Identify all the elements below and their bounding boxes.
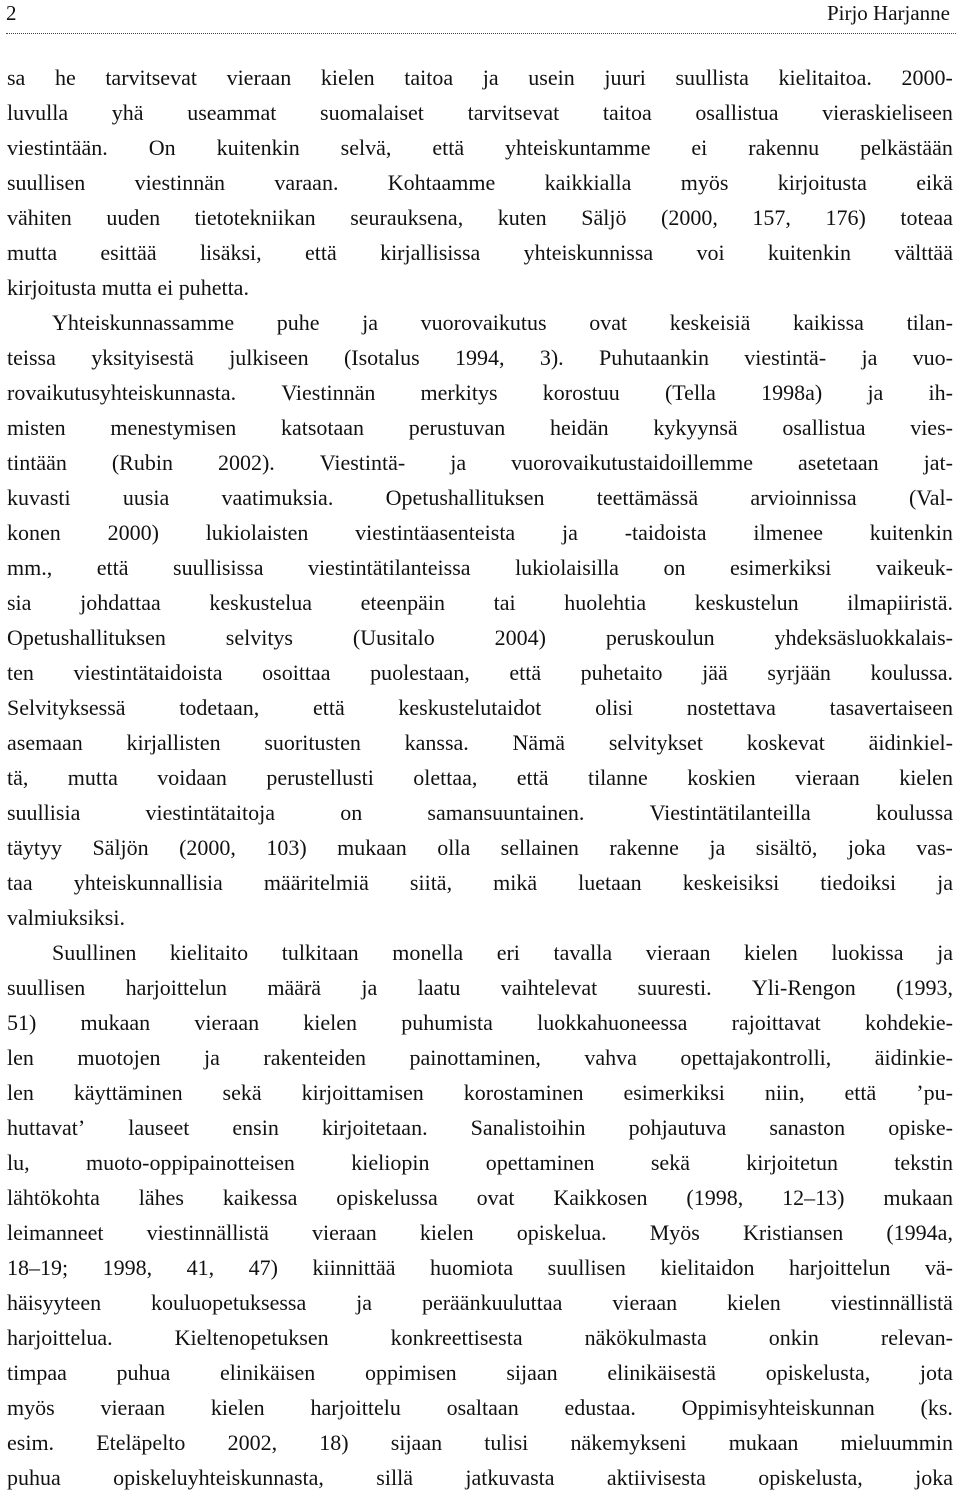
paragraph: [7, 935, 953, 1495]
text-line: huttavat’ lauseet ensin kirjoitetaan. Sanalistoihin pohjautuva sanaston opiske-: [7, 1115, 953, 1140]
text-line: täytyy Säljön (2000, 103) mukaan olla sellainen rakenne ja sisältö, joka vas-: [7, 835, 953, 860]
text-line: häisyyteen kouluopetuksessa ja peräänkuuluttaa vieraan kielen viestinnällistä: [7, 1290, 953, 1315]
text-line: Suullinen kielitaito tulkitaan monella eri tavalla vieraan kielen luokissa ja: [52, 940, 953, 965]
text-line: mutta esittää lisäksi, että kirjallisissa yhteiskunnissa voi kuitenkin välttää: [7, 240, 953, 265]
text-line: viestintään. On kuitenkin selvä, että yhteiskuntamme ei rakennu pelkästään: [7, 135, 953, 160]
text-line: suullisia viestintätaitoja on samansuuntainen. Viestintätilanteilla koulussa: [7, 800, 953, 825]
text-line: lähtökohta lähes kaikessa opiskelussa ovat Kaikkosen (1998, 12–13) mukaan: [7, 1185, 953, 1210]
text-line: Selvityksessä todetaan, että keskustelutaidot olisi nostettava tasavertaiseen: [7, 695, 953, 720]
text-line: 18–19; 1998, 41, 47) kiinnittää huomiota suullisen kielitaidon harjoittelun vä-: [7, 1255, 953, 1280]
text-line: sia johdattaa keskustelua eteenpäin tai huolehtia keskustelun ilmapiiristä.: [7, 590, 953, 615]
text-line: kuvasti uusia vaatimuksia. Opetushallituksen teettämässä arvioinnissa (Val-: [7, 485, 953, 510]
text-line: sa he tarvitsevat vieraan kielen taitoa ja usein juuri suullista kielitaitoa. 2000-: [7, 65, 953, 90]
running-header: [6, 0, 950, 28]
text-line: vähiten uuden tietotekniikan seurauksena, kuten Säljö (2000, 157, 176) toteaa: [7, 205, 953, 230]
page-number: 2: [6, 1, 17, 25]
text-line: konen 2000) lukiolaisten viestintäasenteista ja -taidoista ilmenee kuitenkin: [7, 520, 953, 545]
text-line: rovaikutusyhteiskunnasta. Viestinnän merkitys korostuu (Tella 1998a) ja ih-: [7, 380, 953, 405]
text-line: taa yhteiskunnallisia määritelmiä siitä, mikä luetaan keskeisiksi tiedoiksi ja: [7, 870, 953, 895]
text-line: harjoittelua. Kieltenopetuksen konkreettisesta näkökulmasta onkin relevan-: [7, 1325, 953, 1350]
text-line: esim. Eteläpelto 2002, 18) sijaan tulisi näkemykseni mukaan mieluummin: [7, 1430, 953, 1455]
text-line: tä, mutta voidaan perustellusti olettaa, että tilanne koskien vieraan kielen: [7, 765, 953, 790]
text-line: myös vieraan kielen harjoittelu osaltaan edustaa. Oppimisyhteiskunnan (ks.: [7, 1395, 953, 1420]
text-line: suullisen harjoittelun määrä ja laatu vaihtelevat suuresti. Yli-Rengon (1993,: [7, 975, 953, 1000]
text-line: ten viestintätaidoista osoittaa puolestaan, että puhetaito jää syrjään koulussa.: [7, 660, 953, 685]
text-line: leimanneet viestinnällistä vieraan kielen opiskelua. Myös Kristiansen (1994a,: [7, 1220, 953, 1245]
text-line: len muotojen ja rakenteiden painottaminen, vahva opettajakontrolli, äidinkie-: [7, 1045, 953, 1070]
text-line: kirjoitusta mutta ei puhetta.: [7, 275, 249, 300]
text-line: asemaan kirjallisten suoritusten kanssa. Nämä selvitykset koskevat äidinkiel-: [7, 730, 953, 755]
text-line: teissa yksityisestä julkiseen (Isotalus 1994, 3). Puhutaankin viestintä- ja vuo-: [7, 345, 953, 370]
paragraph: [7, 305, 953, 935]
running-header-author: Pirjo Harjanne: [826, 1, 950, 25]
header-divider: [6, 33, 956, 34]
text-line: len käyttäminen sekä kirjoittamisen korostaminen esimerkiksi niin, että ’pu-: [7, 1080, 953, 1105]
text-line: puhua opiskeluyhteiskunnasta, sillä jatkuvasta aktiivisesta opiskelusta, joka: [7, 1465, 953, 1490]
text-line: misten menestymisen katsotaan perustuvan heidän kykyynsä osallistua vies-: [7, 415, 953, 440]
paragraph: [7, 60, 953, 305]
text-line: lu, muoto-oppipainotteisen kieliopin opettaminen sekä kirjoitetun tekstin: [7, 1150, 953, 1175]
text-line: Yhteiskunnassamme puhe ja vuorovaikutus ovat keskeisiä kaikissa tilan-: [52, 310, 953, 335]
text-line: mm., että suullisissa viestintätilanteissa lukiolaisilla on esimerkiksi vaikeuk-: [7, 555, 953, 580]
text-line: suullisen viestinnän varaan. Kohtaamme kaikkialla myös kirjoitusta eikä: [7, 170, 953, 195]
text-line: luvulla yhä useammat suomalaiset tarvitsevat taitoa osallistua vieraskieliseen: [7, 100, 953, 125]
text-line: tintään (Rubin 2002). Viestintä- ja vuorovaikutustaidoillemme asetetaan jat-: [7, 450, 953, 475]
text-line: Opetushallituksen selvitys (Uusitalo 2004) peruskoulun yhdeksäsluokkalais-: [7, 625, 953, 650]
text-line: 51) mukaan vieraan kielen puhumista luokkahuoneessa rajoittavat kohdekie-: [7, 1010, 953, 1035]
text-line: timpaa puhua elinikäisen oppimisen sijaan elinikäisestä opiskelusta, jota: [7, 1360, 953, 1385]
text-line: valmiuksiksi.: [7, 905, 125, 930]
body-text: [7, 60, 953, 1495]
